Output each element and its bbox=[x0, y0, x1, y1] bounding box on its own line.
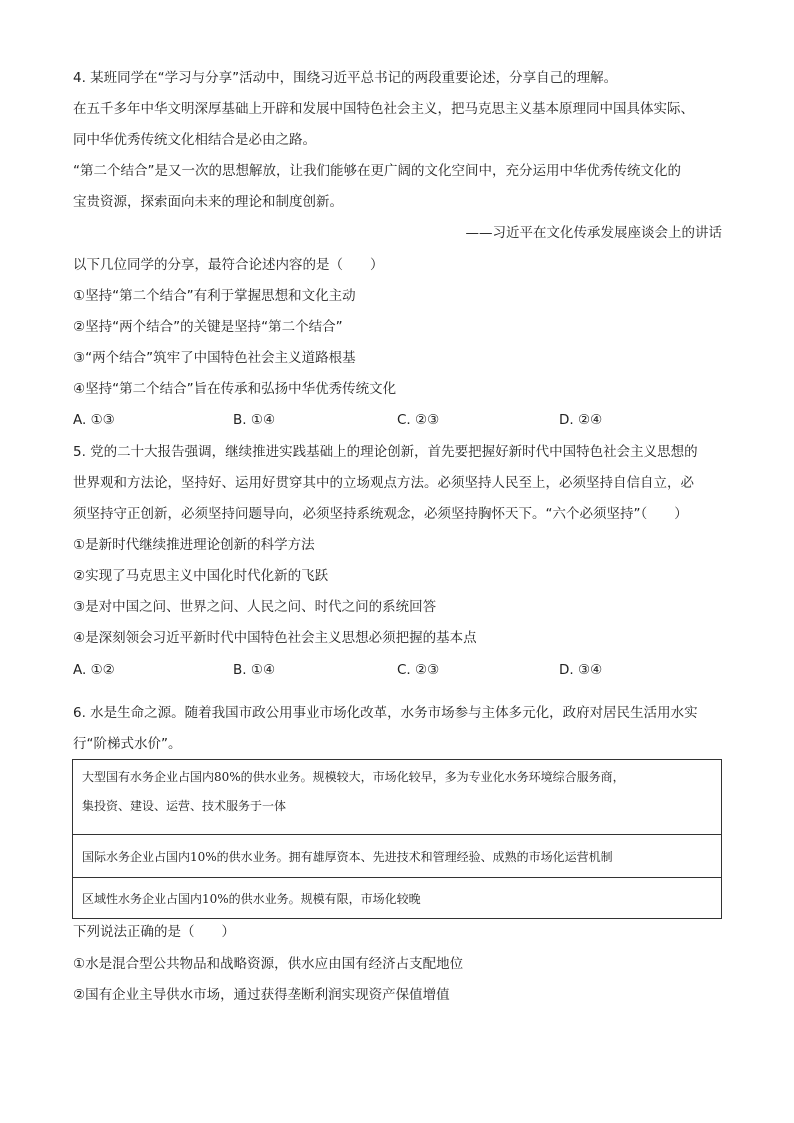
q6-stem-line2: 行“阶梯式水价”。 bbox=[73, 736, 182, 752]
q5-stem-line3: 须坚持守正创新，必须坚持问题导向，必须坚持系统观念，必须坚持胸怀天下。“六个必须坚持”（ ） bbox=[73, 506, 688, 522]
q5-item-3: ③是对中国之问、世界之问、人民之问、时代之问的系统回答 bbox=[73, 599, 437, 615]
q5-item-1: ①是新时代继续推进理论创新的科学方法 bbox=[73, 537, 315, 553]
q6-item-1: ①水是混合型公共物品和战略资源，供水应由国有经济占支配地位 bbox=[73, 956, 464, 972]
q5-option-b[interactable]: B. ①④ bbox=[233, 662, 276, 678]
q5-option-d[interactable]: D. ③④ bbox=[559, 662, 603, 678]
table-cell-regional: 区域性水务企业占国内10%的供水业务。规模有限，市场化较晚 bbox=[73, 878, 722, 919]
table-cell-line: 集投资、建设、运营、技术服务于一体 bbox=[82, 799, 287, 813]
q5-option-a[interactable]: A. ①② bbox=[73, 662, 115, 678]
table-cell-state-owned bbox=[73, 760, 722, 835]
q4-stem: 4. 某班同学在“学习与分享”活动中，围绕习近平总书记的两段重要论述，分享自己的理解。 bbox=[73, 70, 618, 86]
q4-source: ——习近平在文化传承发展座谈会上的讲话 bbox=[465, 225, 722, 241]
q6-stem-line1: 6. 水是生命之源。随着我国市政公用事业市场化改革，水务市场参与主体多元化，政府对居民生活用水实 bbox=[73, 705, 698, 721]
q4-option-b[interactable]: B. ①④ bbox=[233, 412, 276, 428]
table-row bbox=[73, 760, 722, 835]
q5-item-4: ④是深刻领会习近平新时代中国特色社会主义思想必须把握的基本点 bbox=[73, 630, 477, 646]
q4-quote2-line2: 宝贵资源，探索面向未来的理论和制度创新。 bbox=[73, 194, 343, 210]
q4-item-1: ①坚持“第二个结合”有利于掌握思想和文化主动 bbox=[73, 288, 356, 304]
q4-item-3: ③“两个结合”筑牢了中国特色社会主义道路根基 bbox=[73, 350, 356, 366]
q4-quote1-line2: 同中华优秀传统文化相结合是必由之路。 bbox=[73, 132, 316, 148]
table-row bbox=[73, 835, 722, 878]
table-cell-international: 国际水务企业占国内10%的供水业务。拥有雄厚资本、先进技术和管理经验、成熟的市场化运营机制 bbox=[73, 835, 722, 878]
q4-item-2: ②坚持“两个结合”的关键是坚持“第二个结合” bbox=[73, 319, 343, 335]
q5-stem-line1: 5. 党的二十大报告强调，继续推进实践基础上的理论创新，首先要把握好新时代中国特色社会主义思想的 bbox=[73, 444, 698, 460]
q4-option-a[interactable]: A. ①③ bbox=[73, 412, 115, 428]
table-row bbox=[73, 878, 722, 919]
table-cell-line: 大型国有水务企业占国内80%的供水业务。规模较大，市场化较早，多为专业化水务环境综合服务商， bbox=[82, 770, 625, 784]
q4-item-4: ④坚持“第二个结合”旨在传承和弘扬中华优秀传统文化 bbox=[73, 381, 397, 397]
water-market-table bbox=[72, 759, 722, 919]
q5-item-2: ②实现了马克思主义中国化时代化新的飞跃 bbox=[73, 568, 329, 584]
q4-question: 以下几位同学的分享，最符合论述内容的是（ ） bbox=[73, 257, 384, 273]
q5-option-c[interactable]: C. ②③ bbox=[397, 662, 440, 678]
q4-option-c[interactable]: C. ②③ bbox=[397, 412, 440, 428]
q5-stem-line2: 世界观和方法论，坚持好、运用好贯穿其中的立场观点方法。必须坚持人民至上，必须坚持自信自立，必 bbox=[73, 475, 694, 491]
q6-question: 下列说法正确的是（ ） bbox=[73, 924, 235, 940]
q4-quote2-line1: “第二个结合”是又一次的思想解放，让我们能够在更广阔的文化空间中，充分运用中华优秀传统文化的 bbox=[73, 163, 681, 179]
q4-option-d[interactable]: D. ②④ bbox=[559, 412, 603, 428]
q6-item-2: ②国有企业主导供水市场，通过获得垄断利润实现资产保值增值 bbox=[73, 987, 450, 1003]
q4-quote1-line1: 在五千多年中华文明深厚基础上开辟和发展中国特色社会主义，把马克思主义基本原理同中国具体实际、 bbox=[73, 101, 694, 117]
